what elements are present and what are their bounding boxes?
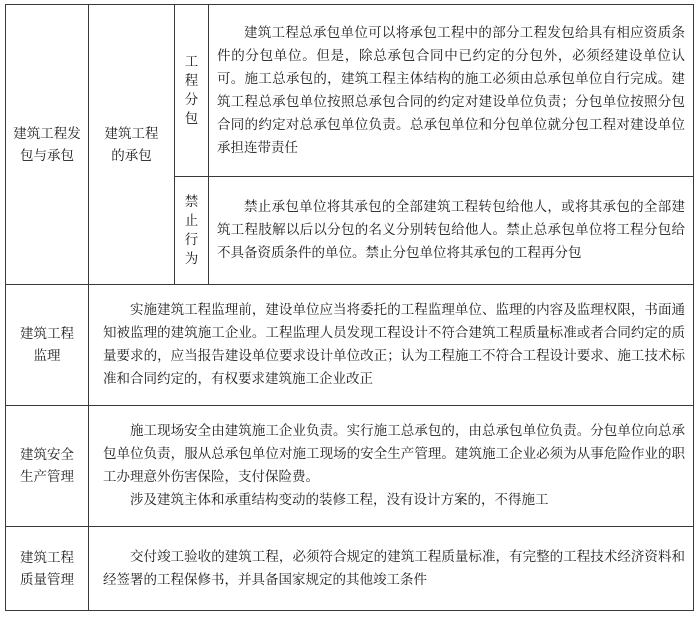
row-label-contracting (6, 5, 89, 285)
safety-label: 建筑安全生产管理 (20, 447, 74, 485)
prohibited-label: 禁止行为 (184, 193, 199, 267)
table-row (6, 527, 694, 611)
cell-supervision-text: 实施建筑工程监理前，建设单位应当将委托的工程监理单位、监理的内容及监理权限，书面通知被监理的建筑施工企业。工程监理人员发现工程设计不符合建筑工程质量标准或者合同约定的质量要求的，应当报告建设单位要求设计单位改正；认为工程施工不符合工程设计要求、施工技术标准和合同约定的，有权要求建筑施工企业改正 (89, 285, 694, 406)
table-row (6, 285, 694, 406)
quality-label: 建筑工程质量管理 (20, 549, 74, 588)
cell-prohibited-text: 禁止承包单位将其承包的全部建筑工程转包给他人，或将其承包的全部建筑工程肢解以后以分包的名义分别转包给他人。禁止总承包单位将工程分包给不具备资质条件的单位。禁止分包单位将其承包的工程再分包 (209, 177, 694, 285)
subcontract-label: 工程分包 (184, 53, 199, 127)
row-label-safety (6, 406, 89, 527)
row-label-supervision (6, 285, 89, 406)
sublabel-text: 建筑工程的承包 (104, 125, 159, 164)
row-label-prohibited (175, 177, 209, 285)
supervision-label: 建筑工程监理 (20, 326, 74, 364)
safety-paragraph-2: 涉及建筑主体和承重结构变动的装修工程，没有设计方案的，不得施工 (130, 492, 549, 508)
table-row (6, 406, 694, 527)
cell-safety-text (89, 406, 694, 527)
table (5, 4, 694, 611)
row-label-quality (6, 527, 89, 611)
safety-paragraph-1: 施工现场安全由建筑施工企业负责。实行施工总承包的，由总承包单位负责。分包单位向总承包单位负责，服从总承包单位对施工现场的安全生产管理。建筑施工企业必须为从事危险作业的职工办理意外伤害保险，支付保险费。 (103, 423, 685, 485)
label-text: 建筑工程发包与承包 (13, 125, 81, 164)
regulation-table (5, 4, 693, 612)
row-label-subcontract (175, 5, 209, 177)
cell-subcontract-text: 建筑工程总承包单位可以将承包工程中的部分工程发包给具有相应资质条件的分包单位。但是，除总承包合同中已约定的分包外，必须经建设单位认可。施工总承包的，建筑工程主体结构的施工必须由总承包单位自行完成。建筑工程总承包单位按照总承包合同的约定对建设单位负责；分包单位按照分包合同的约定对总承包单位负责。总承包单位和分包单位就分包工程对建设单位承担连带责任 (209, 5, 694, 177)
table-row (6, 5, 694, 177)
row-sublabel-contracting (89, 5, 175, 285)
cell-quality-text: 交付竣工验收的建筑工程，必须符合规定的建筑工程质量标准，有完整的工程技术经济资料和经签署的工程保修书，并具备国家规定的其他竣工条件 (89, 527, 694, 611)
